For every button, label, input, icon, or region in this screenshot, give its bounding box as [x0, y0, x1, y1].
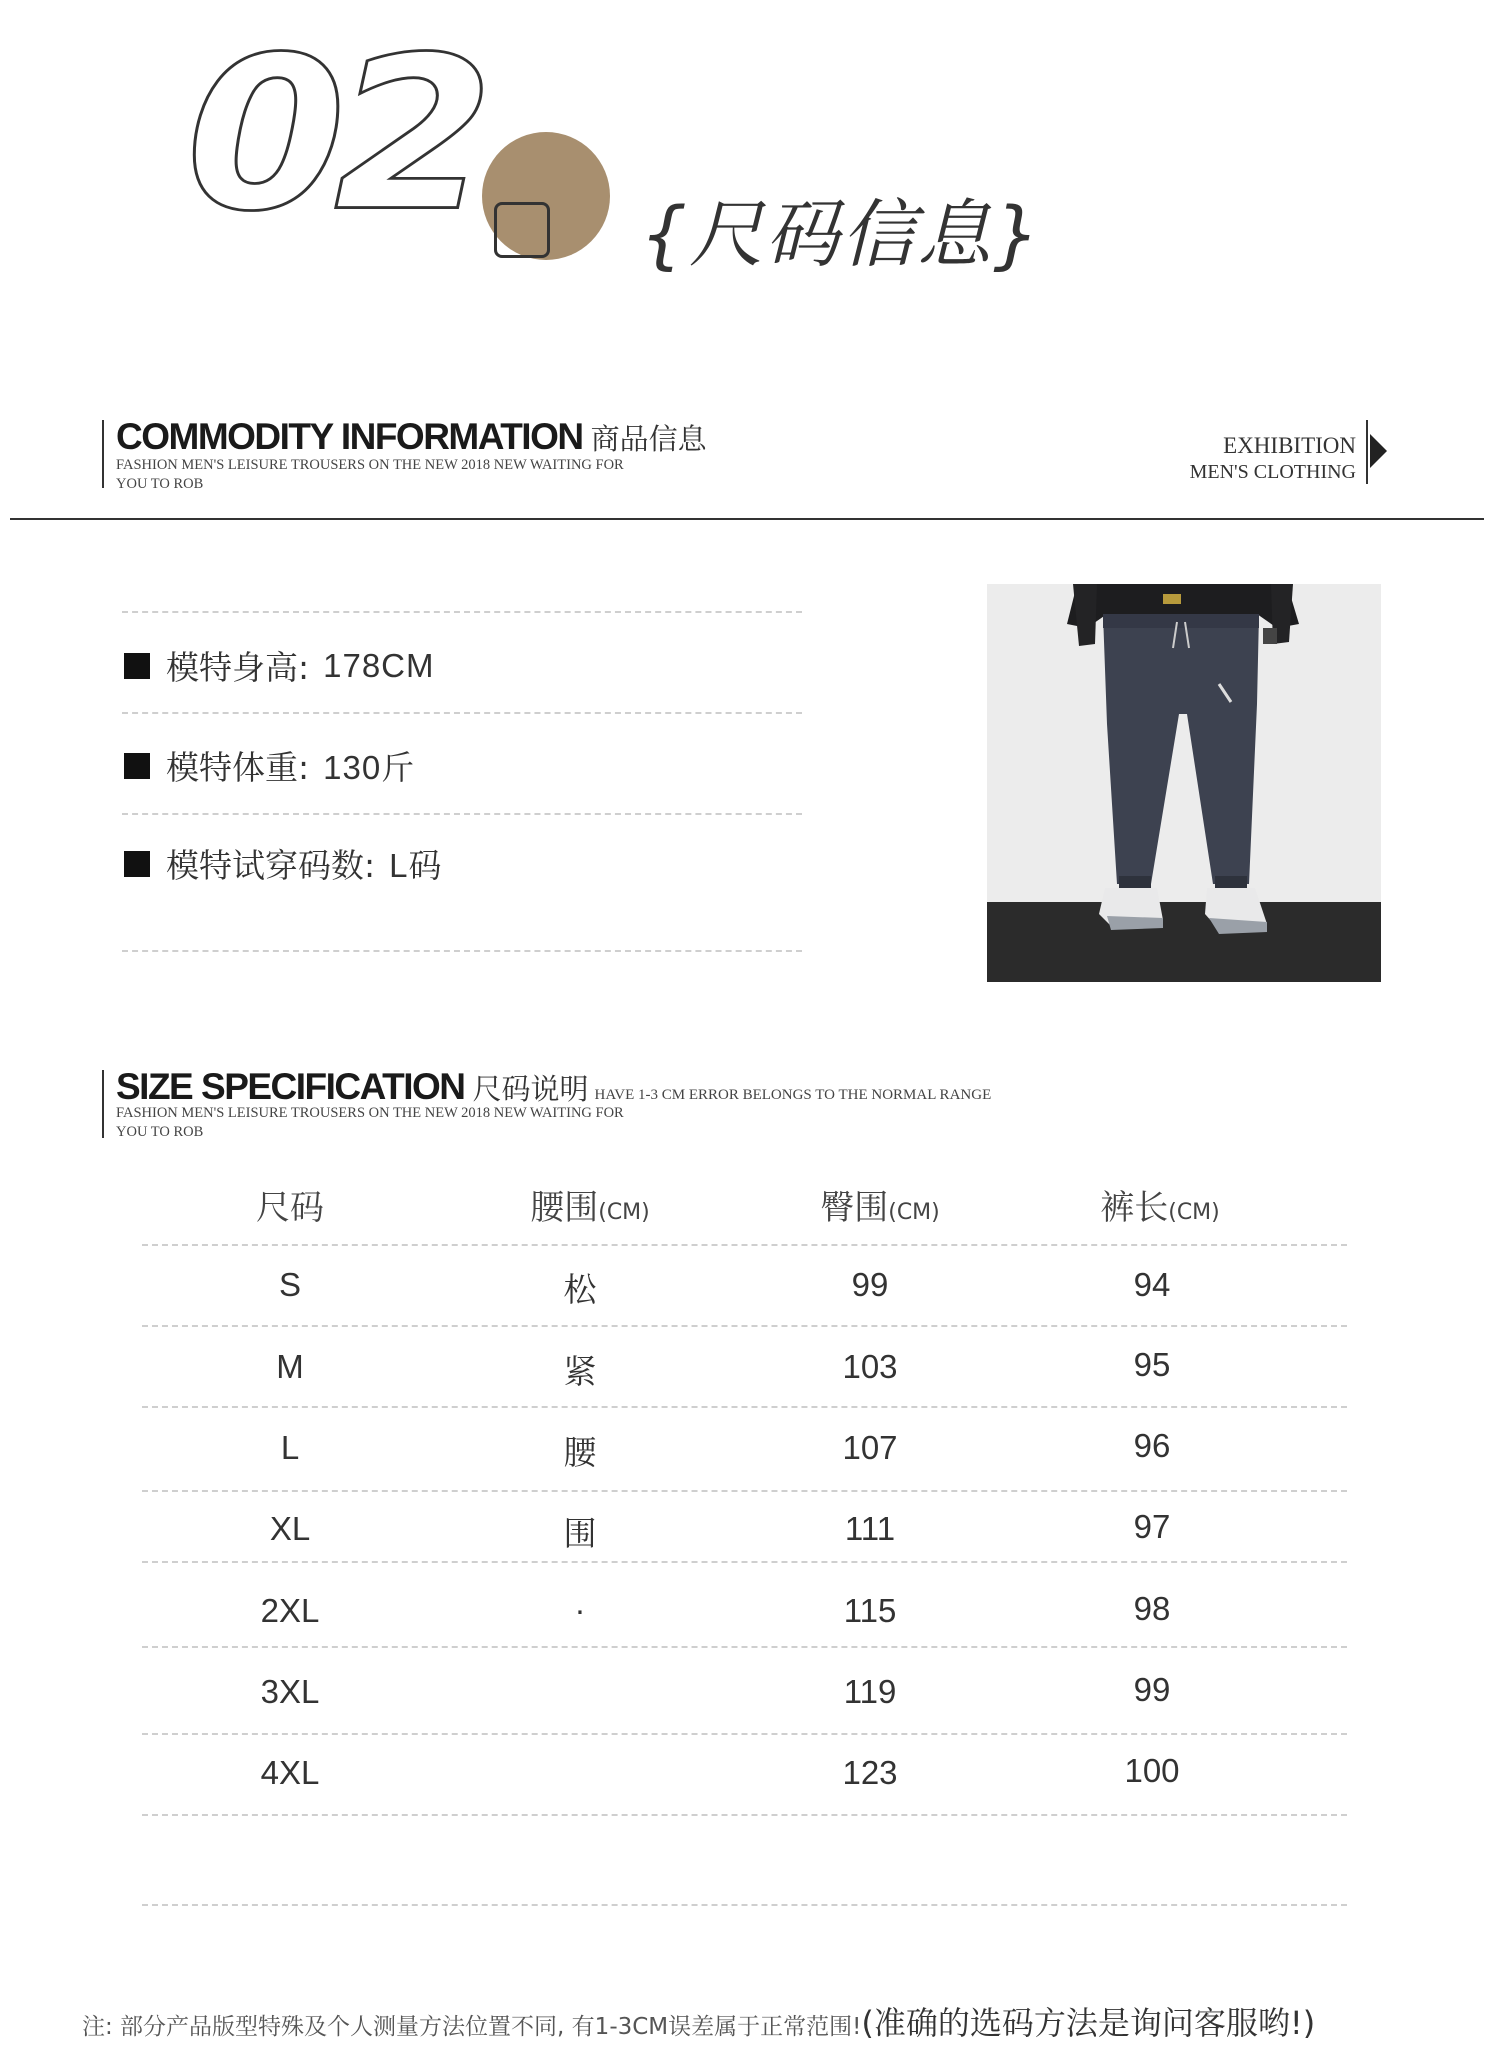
cell-hip: 111: [844, 1510, 896, 1547]
header-divider: [10, 518, 1484, 520]
bullet-square-icon: [124, 653, 150, 679]
cell-length: 97: [1133, 1508, 1171, 1545]
commodity-subtitle: [116, 456, 716, 494]
model-weight-label: 模特体重:: [166, 748, 310, 787]
header-unit: (CM): [888, 1200, 940, 1225]
page-title: {尺码信息}: [640, 192, 1043, 278]
size-spec-title-cn: 尺码说明: [472, 1074, 589, 1106]
table-divider: [142, 1733, 1347, 1735]
header-waist: [450, 1180, 730, 1229]
commodity-title-cn: 商品信息: [590, 424, 707, 456]
exhibition-label: [1190, 432, 1356, 484]
size-spec-title: SIZE SPECIFICATION: [116, 1066, 465, 1107]
cell-hip: 103: [842, 1348, 898, 1385]
section-bar: [102, 420, 104, 488]
cell-length: 94: [1133, 1266, 1171, 1303]
header-label: 腰围: [530, 1188, 599, 1228]
header-size: [150, 1180, 430, 1229]
cell-length: 100: [1124, 1752, 1180, 1789]
cell-waist: .: [575, 1584, 585, 1621]
cell-waist: 松: [563, 1271, 597, 1308]
model-weight-value: 130斤: [323, 749, 416, 786]
exhibition-line2: MEN'S CLOTHING: [1189, 461, 1356, 483]
cell-size: 3XL: [260, 1673, 320, 1710]
model-height-row: [124, 642, 435, 689]
table-divider: [142, 1646, 1347, 1648]
footnote-text: 注: 部分产品版型特殊及个人测量方法位置不同, 有1-3CM误差属于正常范围!: [82, 2014, 862, 2040]
cell-length: 99: [1133, 1671, 1171, 1708]
cell-size: XL: [269, 1510, 311, 1547]
header-unit: (CM): [598, 1200, 650, 1225]
model-size-row: [124, 840, 442, 887]
size-spec-note: HAVE 1-3 CM ERROR BELONGS TO THE NORMAL RANGE: [594, 1087, 992, 1103]
size-spec-subtitle-line1: FASHION MEN'S LEISURE TROUSERS ON THE NEW 2018 NEW WAITING FOR: [116, 1105, 624, 1121]
header-length: [1020, 1180, 1300, 1229]
commodity-subtitle-line2: YOU TO ROB: [116, 476, 204, 492]
header-label: 尺码: [256, 1188, 324, 1228]
commodity-subtitle-line1: FASHION MEN'S LEISURE TROUSERS ON THE NEW 2018 NEW WAITING FOR: [116, 457, 624, 473]
cell-hip: 115: [843, 1592, 897, 1629]
table-divider: [142, 1904, 1347, 1906]
model-weight-row: [124, 742, 415, 789]
cell-hip: 107: [842, 1429, 898, 1466]
table-divider: [142, 1406, 1347, 1408]
play-arrow-icon: [1370, 434, 1387, 468]
cell-size: L: [280, 1429, 300, 1466]
footnote: [82, 1998, 1315, 2044]
table-divider: [142, 1561, 1347, 1563]
cell-size: S: [278, 1266, 301, 1303]
model-height-label: 模特身高:: [166, 648, 310, 687]
exhibition-line1: EXHIBITION: [1223, 433, 1356, 458]
table-divider: [142, 1490, 1347, 1492]
size-spec-subtitle-line2: YOU TO ROB: [116, 1124, 204, 1140]
bullet-square-icon: [124, 753, 150, 779]
cell-hip: 119: [843, 1673, 897, 1710]
table-divider: [142, 1814, 1347, 1816]
cell-waist: 腰: [563, 1434, 597, 1471]
cell-size: 4XL: [260, 1754, 320, 1791]
period-square: [494, 202, 550, 258]
cell-length: 98: [1133, 1590, 1171, 1627]
cell-hip: 123: [842, 1754, 898, 1791]
model-pants-illustration: [987, 584, 1381, 982]
commodity-title: COMMODITY INFORMATION: [116, 416, 583, 457]
model-size-value: L码: [389, 847, 443, 884]
cell-hip: 99: [851, 1266, 889, 1303]
cell-size: M: [276, 1348, 304, 1385]
divider: [122, 950, 802, 952]
exhibition-bar: [1366, 420, 1368, 484]
bullet-square-icon: [124, 851, 150, 877]
size-spec-subtitle: [116, 1104, 716, 1142]
cell-waist: 围: [563, 1515, 597, 1552]
size-spec-heading: [116, 1068, 991, 1105]
commodity-heading: [116, 418, 707, 455]
product-photo: [987, 584, 1381, 982]
divider: [122, 813, 802, 815]
section-bar: [102, 1070, 104, 1138]
cell-length: 95: [1133, 1346, 1171, 1383]
table-divider: [142, 1325, 1347, 1327]
footnote-tip: (准确的选码方法是询问客服哟!): [861, 2004, 1316, 2042]
header-label: 臀围: [820, 1188, 889, 1228]
table-divider: [142, 1244, 1347, 1246]
cell-size: 2XL: [260, 1592, 320, 1629]
header-hip: [740, 1180, 1020, 1229]
header-unit: (CM): [1168, 1200, 1220, 1225]
header-label: 裤长: [1100, 1188, 1169, 1228]
divider: [122, 712, 802, 714]
section-number: 02: [186, 12, 483, 259]
model-size-label: 模特试穿码数:: [166, 846, 376, 885]
cell-length: 96: [1133, 1427, 1171, 1464]
divider: [122, 611, 802, 613]
cell-waist: 紧: [563, 1353, 597, 1390]
model-height-value: 178CM: [323, 646, 435, 684]
